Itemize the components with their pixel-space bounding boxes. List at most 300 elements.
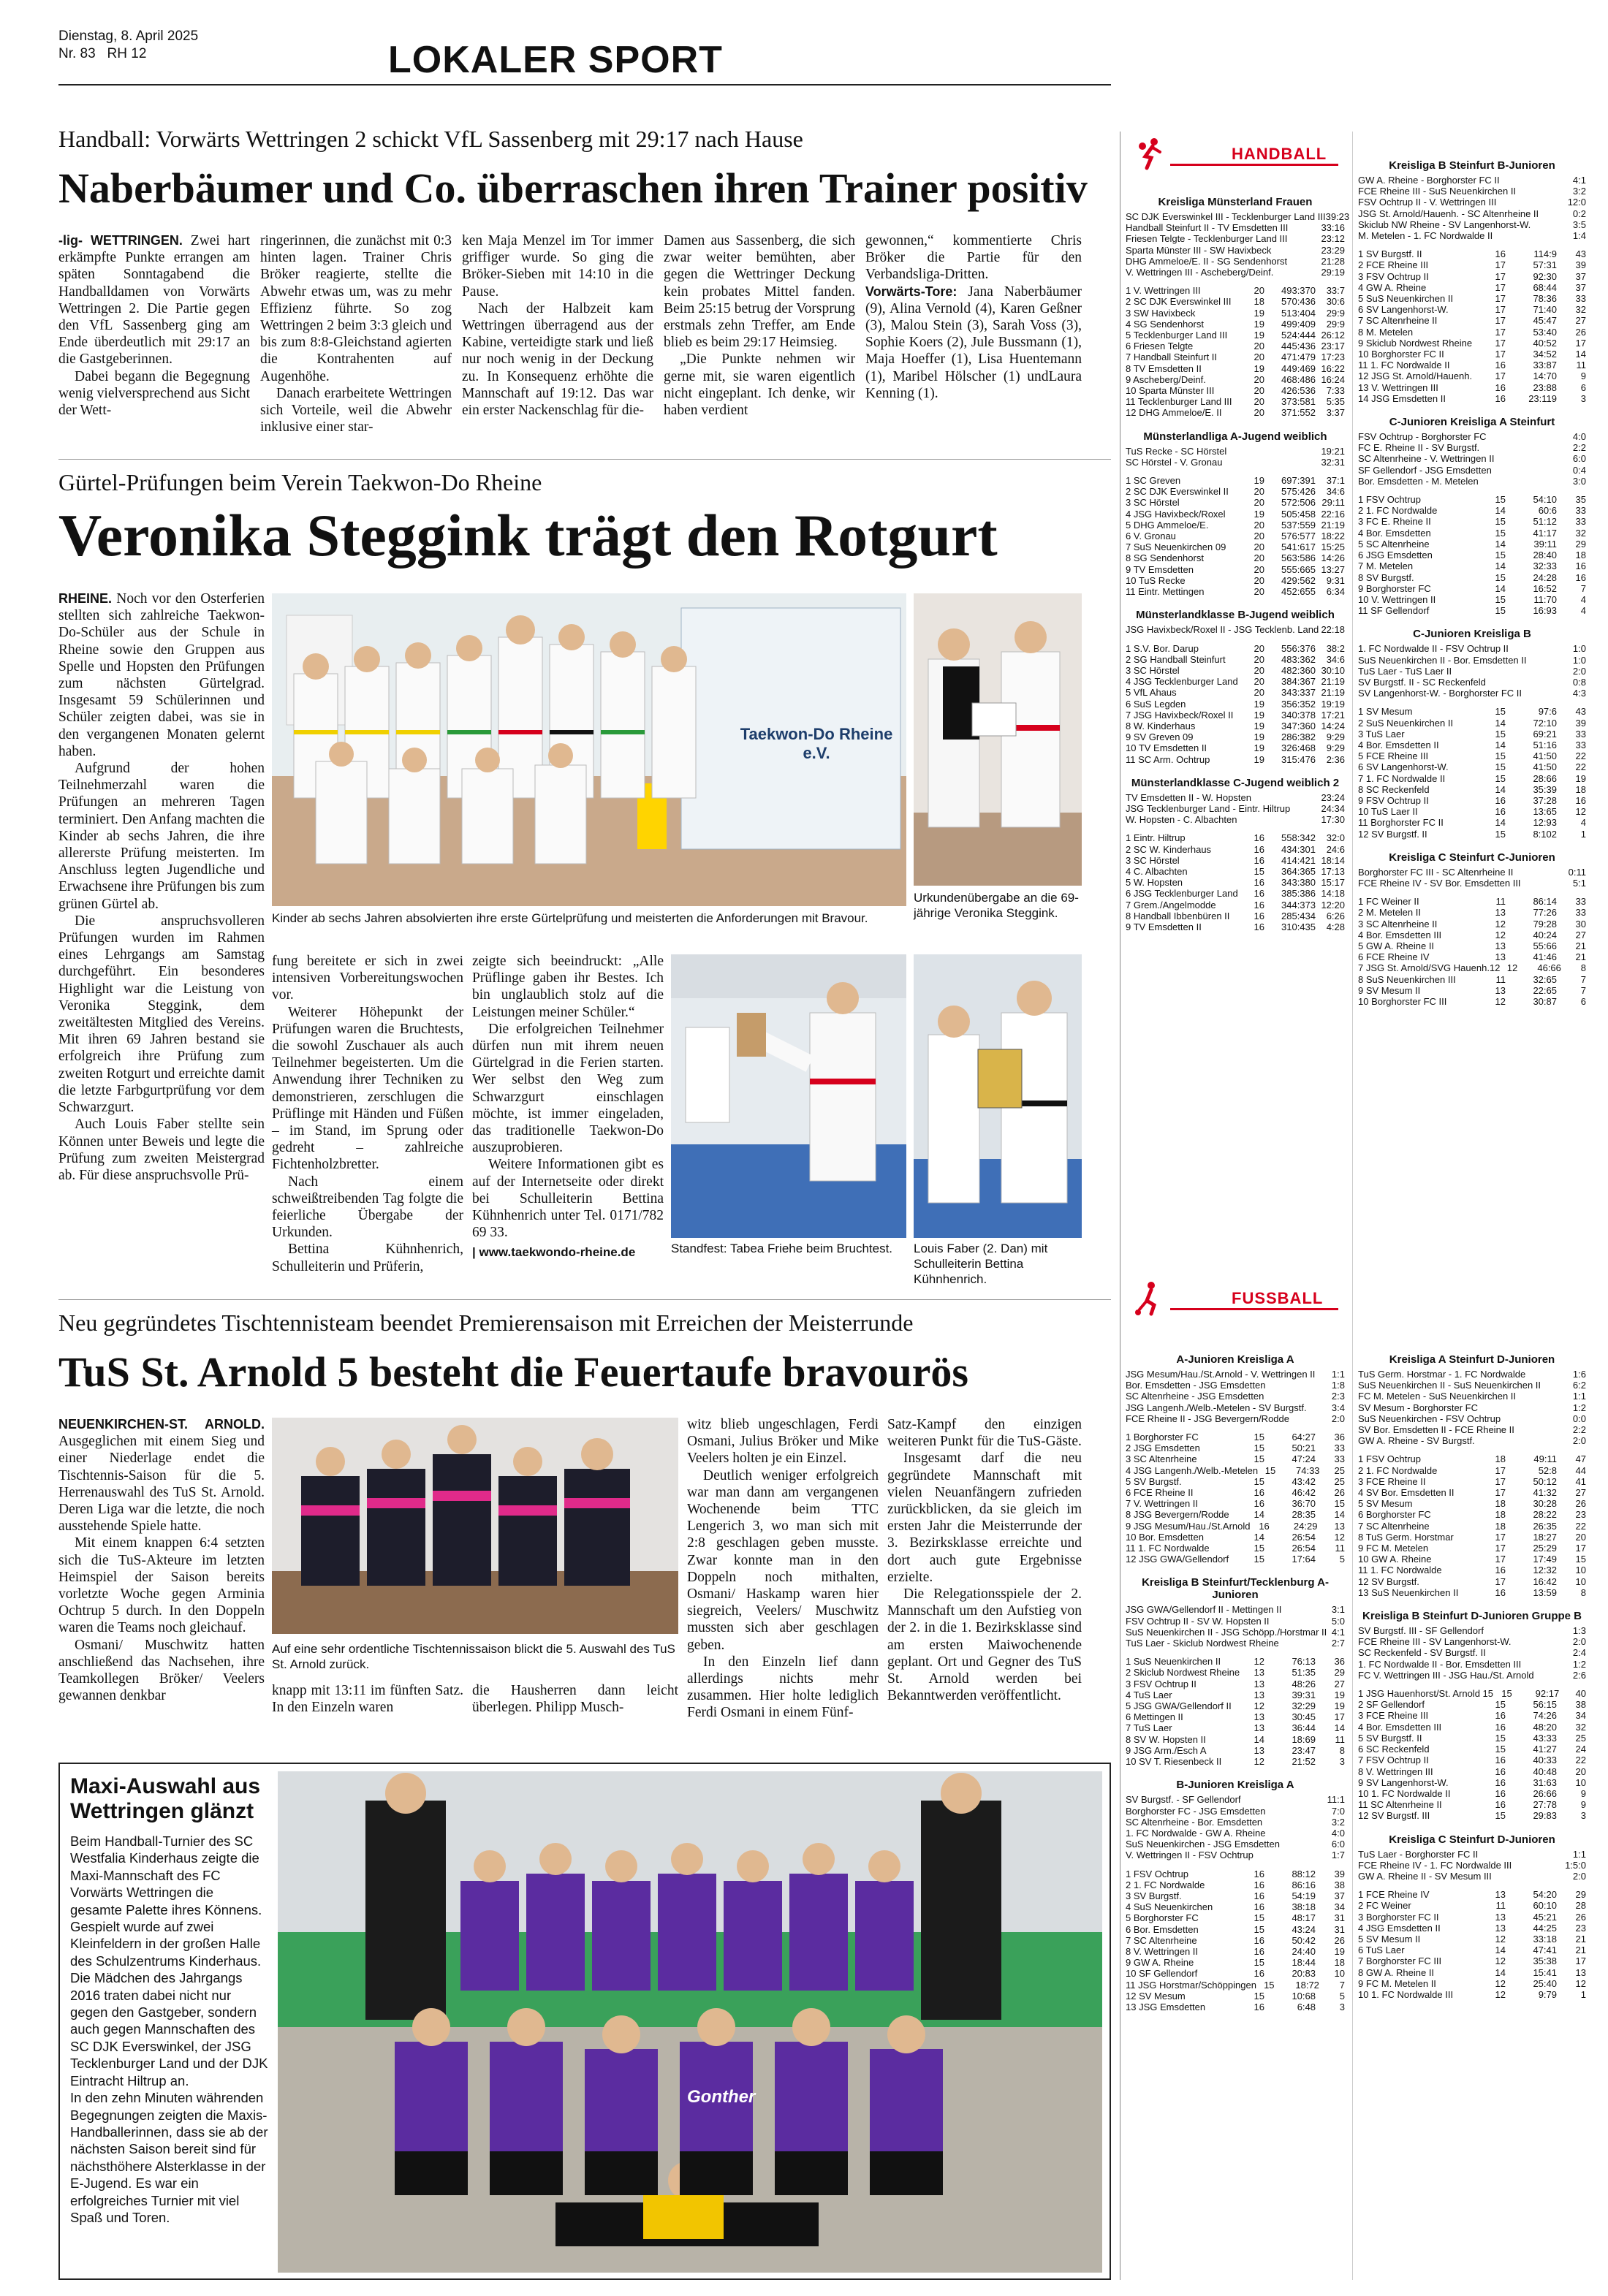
match-teams: SV Bor. Emsdetten II - FCE Rheine II xyxy=(1358,1424,1514,1436)
standings-value: 33 xyxy=(1575,516,1586,528)
handball-player-icon xyxy=(1132,136,1167,171)
standings-value: 41:32 xyxy=(1533,1487,1557,1499)
standings-value: 13 xyxy=(1254,1722,1264,1734)
standings-row xyxy=(1126,1554,1345,1565)
standings-value: 11:70 xyxy=(1533,593,1557,605)
standings-row xyxy=(1126,1745,1345,1756)
result-row xyxy=(1126,1806,1345,1817)
standings-value: 18:27 xyxy=(1533,1531,1557,1543)
standings-value: 22 xyxy=(1575,750,1586,762)
standings-value: 16 xyxy=(1495,1721,1506,1733)
team-name: 5 SV Mesum II xyxy=(1358,1933,1421,1945)
standings-value: 30:28 xyxy=(1533,1498,1557,1510)
standings-value: 524:444 xyxy=(1281,330,1316,341)
standings-value: 33 xyxy=(1575,896,1586,908)
standings-value: 14 xyxy=(1575,349,1586,360)
match-teams: SC Altenrheine - V. Wettringen II xyxy=(1358,453,1495,465)
standings-value: 513:404 xyxy=(1281,307,1316,319)
team-name: 3 SC Hörstel xyxy=(1126,664,1180,676)
standings-value: 6:34 xyxy=(1326,586,1345,598)
caption-louis-faber: Louis Faber (2. Dan) mit Schulleiterin Bettina Kühnhenrich. xyxy=(914,1242,1048,1286)
standings-value: 46:42 xyxy=(1292,1487,1316,1499)
standings-value: 20 xyxy=(1254,497,1264,509)
standings-row xyxy=(1358,516,1586,527)
spacer xyxy=(1358,889,1586,896)
team-name: 2 SC DJK Everswinkel III xyxy=(1126,296,1232,308)
standings-row xyxy=(1358,1587,1586,1598)
standings-value: 15 xyxy=(1495,571,1506,583)
match-score: 24:34 xyxy=(1321,802,1345,814)
match-teams: SF Gellendorf - JSG Emsdetten xyxy=(1358,464,1492,476)
spacer xyxy=(1126,1565,1345,1572)
team-name: 4 TuS Laer xyxy=(1126,1689,1172,1700)
standings-value: 15 xyxy=(1495,593,1506,605)
standings-row xyxy=(1358,806,1586,817)
standings-value: 92:30 xyxy=(1533,270,1557,282)
spacer xyxy=(1358,1681,1586,1688)
team-name: 12 SV Burgstf. xyxy=(1358,1575,1419,1587)
standings-value: 33 xyxy=(1575,293,1586,305)
standings-value: 373:581 xyxy=(1281,396,1316,408)
standings-row xyxy=(1358,338,1586,349)
spacer xyxy=(1358,2000,1586,2007)
standings-value: 39:31 xyxy=(1292,1689,1316,1700)
match-teams: GW A. Rheine II - SV Mesum III xyxy=(1358,1870,1492,1882)
standings-value: 17 xyxy=(1495,1464,1506,1476)
standings-value: 12 xyxy=(1254,1756,1264,1768)
standings-value: 310:435 xyxy=(1281,921,1316,932)
match-score: 3:1 xyxy=(1331,1604,1345,1616)
standings-value: 26:54 xyxy=(1292,1531,1316,1543)
standings-value: 555:665 xyxy=(1281,563,1316,575)
standings-value: 71:40 xyxy=(1533,304,1557,316)
team-name: 4 GW A. Rheine xyxy=(1358,281,1427,293)
standings-value: 15 xyxy=(1495,728,1506,740)
standings-row xyxy=(1358,919,1586,930)
standings-row xyxy=(1358,829,1586,840)
result-row xyxy=(1358,1871,1586,1882)
standings-value: 14 xyxy=(1254,1509,1264,1521)
standings-value: 16:93 xyxy=(1533,605,1557,617)
team-name: 4 SuS Neuenkirchen xyxy=(1126,1901,1213,1913)
match-teams: 1. FC Nordwalde - GW A. Rheine xyxy=(1126,1827,1266,1839)
standings-row xyxy=(1358,1543,1586,1554)
team-name: 1 SV Mesum xyxy=(1358,706,1413,718)
result-row xyxy=(1126,1638,1345,1649)
standings-value: 45:47 xyxy=(1533,315,1557,327)
standings-value: 12 xyxy=(1495,996,1506,1007)
standings-value: 54:19 xyxy=(1292,1890,1316,1901)
standings-value: 86:16 xyxy=(1292,1879,1316,1890)
standings-value: 20 xyxy=(1254,574,1264,586)
standings-value: 24:40 xyxy=(1292,1945,1316,1957)
standings-value: 9 xyxy=(1580,1787,1586,1799)
standings-value: 48:26 xyxy=(1292,1678,1316,1689)
team-name: 2 JSG Emsdetten xyxy=(1126,1442,1200,1454)
league-title: C-Junioren Kreisliga B xyxy=(1413,628,1531,641)
team-name: 1 SV Burgstf. II xyxy=(1358,248,1422,260)
standings-row xyxy=(1358,1476,1586,1487)
standings-value: 39:11 xyxy=(1533,538,1557,550)
standings-row xyxy=(1358,528,1586,539)
match-score: 1:6 xyxy=(1572,1369,1586,1380)
match-score: 1:1 xyxy=(1572,1848,1586,1860)
result-row xyxy=(1126,233,1345,244)
team-name: 3 FCE Rheine II xyxy=(1358,1475,1426,1487)
standings-value: 19:19 xyxy=(1321,698,1345,710)
standings-value: 17 xyxy=(1495,293,1506,305)
team-name: 13 SuS Neuenkirchen II xyxy=(1358,1586,1459,1598)
spacer xyxy=(1126,468,1345,475)
match-score: 6:2 xyxy=(1572,1380,1586,1391)
match-teams: SuS Neuenkirchen II - SuS Neuenkirchen II xyxy=(1358,1380,1541,1391)
standings-row xyxy=(1358,784,1586,795)
standings-value: 15 xyxy=(1495,1810,1506,1822)
match-teams: W. Hopsten - C. Albachten xyxy=(1126,814,1237,826)
standings-value: 23:47 xyxy=(1292,1744,1316,1756)
standings-row xyxy=(1126,1679,1345,1689)
match-score: 3:0 xyxy=(1572,475,1586,487)
standings-row xyxy=(1358,1699,1586,1710)
standings-value: 6 xyxy=(1580,381,1586,393)
league-title: Kreisliga C Steinfurt C-Junioren xyxy=(1389,851,1555,864)
standings-value: 315:476 xyxy=(1281,753,1316,765)
standings-value: 15 xyxy=(1254,1453,1264,1465)
standings-row xyxy=(1358,349,1586,360)
team-name: 12 JSG GWA/Gellendorf xyxy=(1126,1554,1229,1565)
standings-value: 20 xyxy=(1254,642,1264,654)
league-title: Münsterlandklasse C-Jugend weiblich 2 xyxy=(1131,776,1340,789)
standings-row xyxy=(1126,1991,1345,2002)
match-teams: JSG GWA/Gellendorf II - Mettingen II xyxy=(1126,1604,1282,1616)
standings-value: 697:391 xyxy=(1281,475,1316,487)
taekwondo-website-link[interactable]: | www.taekwondo-rheine.de xyxy=(472,1245,636,1260)
team-name: 6 Borghorster FC xyxy=(1358,1509,1431,1521)
standings-value: 38:2 xyxy=(1326,642,1345,654)
standings-value: 28 xyxy=(1575,1900,1586,1912)
article3-col2: knapp mit 13:11 im fünften Satz. In den Einzeln waren xyxy=(272,1683,463,1716)
issue-number: Nr. 83 RH 12 xyxy=(58,46,147,61)
match-teams: TuS Laer - TuS Laer II xyxy=(1358,665,1452,677)
standings-value: 51:12 xyxy=(1533,516,1557,528)
standings-value: 575:426 xyxy=(1281,486,1316,498)
standings-value: 434:301 xyxy=(1281,843,1316,855)
standings-value: 16 xyxy=(1495,1586,1506,1598)
standings-row xyxy=(1126,497,1345,508)
standings-value: 22:16 xyxy=(1321,508,1345,520)
standings-value: 20 xyxy=(1254,653,1264,665)
standings-value: 15 xyxy=(1495,772,1506,784)
standings-value: 16 xyxy=(1254,910,1264,921)
standings-row xyxy=(1358,572,1586,583)
team-name: 9 TV Emsdetten xyxy=(1126,563,1194,575)
standings-value: 16 xyxy=(1254,1498,1264,1510)
standings-value: 15:41 xyxy=(1533,1966,1557,1978)
team-name: 10 GW A. Rheine xyxy=(1358,1554,1432,1565)
standings-row xyxy=(1358,282,1586,293)
standings-value: 37:28 xyxy=(1533,794,1557,806)
louis-faber-photo xyxy=(914,954,1082,1238)
team-name: 3 SC Hörstel xyxy=(1126,854,1180,866)
standings-row xyxy=(1126,586,1345,597)
match-score: 4:1 xyxy=(1572,175,1586,186)
standings-value: 15:17 xyxy=(1321,877,1345,889)
standings-value: 452:655 xyxy=(1281,586,1316,598)
standings-row xyxy=(1126,351,1345,362)
standings-value: 13 xyxy=(1495,984,1506,996)
standings-row xyxy=(1126,319,1345,330)
standings-value: 15 xyxy=(1254,1432,1264,1443)
team-name: 2 FCE Rheine III xyxy=(1358,259,1429,271)
standings-row xyxy=(1358,304,1586,315)
article3-col4: witz blieb ungeschlagen, Ferdi Osmani, Julius Bröker und Mike Veelers holten je ein Einzel. Deutlich weniger erfolgreich war man dann am vergangenen Wochenende beim TTC Lengerich 3, wo man sich mit 2:8 geschlagen geben musste. Zwar konnte man in den Doppeln noch mithalten, Osmani/ Haskamp waren hier siegreich, Veelers/ Muschwitz mussten sich aber geschlagen geben. In den Einzeln lief dann allerdings nichts mehr zusammen. Hier holte lediglich Ferdi Osmani in einem Fünf- xyxy=(687,1417,879,1721)
standings-row xyxy=(1126,407,1345,418)
standings-value: 69:21 xyxy=(1533,728,1557,740)
match-score: 11:1 xyxy=(1327,1794,1345,1806)
standings-row xyxy=(1126,1700,1345,1711)
handball-tables-right xyxy=(1358,155,1586,1014)
team-name: 4 SG Sendenhorst xyxy=(1126,318,1204,330)
standings-row xyxy=(1358,1722,1586,1733)
standings-value: 15 xyxy=(1495,1699,1506,1711)
match-teams: M. Metelen - 1. FC Nordwalde II xyxy=(1358,230,1493,242)
team-name: 8 Handball Ibbenbüren II xyxy=(1126,910,1230,921)
standings-row xyxy=(1126,1901,1345,1912)
standings-value: 39 xyxy=(1575,259,1586,271)
standings-value: 8:102 xyxy=(1533,828,1557,840)
standings-value: 20 xyxy=(1254,552,1264,564)
result-row xyxy=(1358,431,1586,442)
standings-value: 16 xyxy=(1254,1945,1264,1957)
standings-value: 16 xyxy=(1495,392,1506,404)
standings-value: 21 xyxy=(1575,951,1586,963)
standings-value: 371:552 xyxy=(1281,407,1316,419)
standings-value: 41:46 xyxy=(1533,951,1557,963)
match-score: 29:19 xyxy=(1321,267,1345,278)
standings-value: 51:35 xyxy=(1292,1667,1316,1679)
standings-value: 50:21 xyxy=(1292,1442,1316,1454)
result-row xyxy=(1358,1659,1586,1670)
standings-row xyxy=(1358,327,1586,338)
standings-value: 15 xyxy=(1575,1554,1586,1565)
standings-row xyxy=(1358,1945,1586,1955)
article4-text: Beim Handball-Turnier des SC Westfalia Kinderhaus zeigte die Maxi-Mannschaft des FC Vorwärts Wettringen die gesamte Palette ihres Könnens. Gespielt wurde auf zwei Kleinfeldern in der großen Halle des Schulzentrums Kinderhaus. Die Mädchen des Jahrgangs 2016 traten dabei nicht nur gegen den Gastgeber, sondern auch gegen Mannschaften des SC DJK Everswinkel, der JSG Tecklenburger Land und der DJK Eintracht Hiltrup an. In den zehn Minuten währenden Begegnungen zeigten die Maxis-Handballerinnen, dass sie ab der nächsten Saison bereit sind für nächsthöhere Alsterklasse in der E-Jugend. Es war ein erfolgreiches Turnier mit viel Spaß und Toren. xyxy=(70,1833,268,2225)
standings-value: 5:35 xyxy=(1326,396,1345,408)
standings-value: 4 xyxy=(1580,605,1586,617)
standings-row xyxy=(1126,1980,1345,1991)
standings-row xyxy=(1126,654,1345,665)
standings-value: 15 xyxy=(1264,1464,1276,1476)
standings-value: 36 xyxy=(1334,1432,1345,1443)
match-score: 2:2 xyxy=(1572,1424,1586,1436)
standings-value: 32:33 xyxy=(1533,560,1557,572)
team-name: 8 JSG Bevergern/Rodde xyxy=(1126,1509,1229,1521)
standings-row xyxy=(1358,1565,1586,1575)
standings-row xyxy=(1126,866,1345,877)
standings-value: 34:6 xyxy=(1326,486,1345,498)
standings-value: 14:70 xyxy=(1533,370,1557,382)
standings-row xyxy=(1126,1465,1345,1476)
result-row xyxy=(1126,256,1345,267)
team-name: 5 SV Burgstf. II xyxy=(1358,1732,1422,1744)
standings-value: 15 xyxy=(1254,1554,1264,1565)
team-name: 3 SC Altenrheine II xyxy=(1358,918,1438,930)
match-score: 39:23 xyxy=(1325,211,1350,222)
standings-row xyxy=(1358,974,1586,985)
result-row xyxy=(1358,175,1586,186)
team-name: 6 V. Gronau xyxy=(1126,531,1176,542)
match-score: 5:1 xyxy=(1572,877,1586,889)
standings-value: 576:577 xyxy=(1281,531,1316,542)
spacer xyxy=(1126,419,1345,426)
article1-col5: gewonnen,“ kommentierte Chris Bröker die Partie für den Verbandsliga-Dritten. Vorwärts-Tore: Jana Naberbäumer (9), Alina Vernold (4), Karen Geßner (3), Malou Stein (3), Sarah Voss (3), Sophie Koers (2), Jule Bussmann (1), Maja Hoeffer (1), Lisa Huentemann (1), Maribel Hölscher (1) undLaura Kenning (1). xyxy=(865,233,1082,401)
result-row xyxy=(1126,457,1345,468)
spacer xyxy=(1358,1822,1586,1829)
result-row xyxy=(1126,1616,1345,1627)
standings-row xyxy=(1126,1656,1345,1667)
standings-value: 33:87 xyxy=(1533,360,1557,371)
standings-value: 3 xyxy=(1580,392,1586,404)
standings-row xyxy=(1126,921,1345,932)
match-teams: SuS Neuenkirchen - FSV Ochtrup xyxy=(1358,1413,1501,1424)
match-score: 0:8 xyxy=(1572,676,1586,688)
standings-value: 20 xyxy=(1575,1765,1586,1777)
standings-row xyxy=(1358,560,1586,571)
team-name: 1 FSV Ochtrup xyxy=(1358,1453,1421,1465)
match-teams: JSG Mesum/Hau./St.Arnold - V. Wettringen II xyxy=(1126,1369,1316,1380)
standings-value: 35:38 xyxy=(1533,1955,1557,1967)
spacer xyxy=(1126,1424,1345,1432)
standings-value: 29:9 xyxy=(1326,307,1345,319)
standings-value: 77:26 xyxy=(1533,907,1557,919)
team-name: 7 FSV Ochtrup II xyxy=(1358,1755,1429,1766)
standings-value: 19 xyxy=(1254,742,1264,754)
standings-value: 15 xyxy=(1501,1688,1512,1700)
team-name: 1 FSV Ochtrup xyxy=(1126,1868,1188,1879)
standings-row xyxy=(1126,888,1345,899)
standings-row xyxy=(1126,1711,1345,1722)
standings-value: 17 xyxy=(1495,349,1506,360)
standings-value: 343:337 xyxy=(1281,687,1316,699)
standings-value: 29 xyxy=(1575,1889,1586,1901)
standings-value: 26 xyxy=(1334,1934,1345,1946)
standings-value: 33 xyxy=(1334,1442,1345,1454)
standings-row xyxy=(1358,1900,1586,1911)
team-name: 6 Mettingen II xyxy=(1126,1711,1183,1723)
match-teams: Bor. Emsdetten - M. Metelen xyxy=(1358,475,1479,487)
standings-value: 18:69 xyxy=(1292,1733,1316,1745)
standings-value: 9:29 xyxy=(1326,731,1345,743)
standings-value: 12:93 xyxy=(1533,817,1557,829)
standings-value: 556:376 xyxy=(1281,642,1316,654)
match-score: 19:21 xyxy=(1321,445,1345,457)
team-name: 6 SuS Legden xyxy=(1126,698,1186,710)
standings-value: 14 xyxy=(1495,1966,1506,1978)
standings-value: 27 xyxy=(1575,315,1586,327)
team-name: 4 JSG Langenh./Welb.-Metelen xyxy=(1126,1464,1259,1476)
standings-value: 44:25 xyxy=(1533,1922,1557,1934)
standings-value: 20 xyxy=(1254,519,1264,531)
standings-value: 24:28 xyxy=(1533,571,1557,583)
team-name: 9 FSV Ochtrup II xyxy=(1358,794,1429,806)
standings-value: 44 xyxy=(1575,1464,1586,1476)
article1-kicker: Handball: Vorwärts Wettringen 2 schickt VfL Sassenberg mit 29:17 nach Hause xyxy=(58,126,803,152)
standings-value: 50:12 xyxy=(1533,1475,1557,1487)
match-teams: TuS Laer - Borghorster FC II xyxy=(1358,1848,1479,1860)
standings-value: 13 xyxy=(1254,1678,1264,1689)
standings-value: 32:0 xyxy=(1326,832,1345,844)
team-name: 8 SuS Neuenkirchen III xyxy=(1358,973,1456,985)
standings-value: 20 xyxy=(1254,351,1264,363)
team-name: 5 GW A. Rheine II xyxy=(1358,940,1435,951)
result-row xyxy=(1358,1625,1586,1636)
team-name: 11 SF Gellendorf xyxy=(1358,605,1430,617)
handball-label-text: HANDBALL xyxy=(1232,145,1327,163)
team-name: 8 SC Reckenfeld xyxy=(1358,783,1430,795)
team-name: 9 SV Mesum II xyxy=(1358,984,1421,996)
standings-value: 468:486 xyxy=(1281,373,1316,385)
standings-value: 78:36 xyxy=(1533,293,1557,305)
team-name: 7 M. Metelen xyxy=(1358,560,1414,572)
standings-value: 15 xyxy=(1495,1744,1506,1755)
standings-row xyxy=(1126,731,1345,742)
standings-row xyxy=(1126,1946,1345,1957)
team-name: 1 S.V. Bor. Darup xyxy=(1126,642,1199,654)
standings-value: 41 xyxy=(1575,1475,1586,1487)
standings-value: 15 xyxy=(1495,494,1506,506)
standings-value: 16 xyxy=(1254,1868,1264,1879)
team-name: 7 SuS Neuenkirchen 09 xyxy=(1126,541,1226,553)
standings-value: 15 xyxy=(1254,1475,1264,1487)
standings-row xyxy=(1126,541,1345,552)
standings-value: 12 xyxy=(1495,1933,1506,1945)
standings-value: 16 xyxy=(1495,806,1506,818)
standings-value: 20:83 xyxy=(1292,1968,1316,1980)
team-name: 2 SuS Neuenkirchen II xyxy=(1358,717,1454,729)
article3-headline: TuS St. Arnold 5 besteht die Feuertaufe bravourös xyxy=(58,1348,968,1396)
standings-value: 22:65 xyxy=(1533,984,1557,996)
standings-row xyxy=(1358,1799,1586,1810)
standings-value: 16 xyxy=(1254,1968,1264,1980)
standings-value: 13 xyxy=(1334,1520,1345,1532)
standings-value: 11 xyxy=(1495,973,1506,985)
standings-value: 37:1 xyxy=(1326,475,1345,487)
standings-row xyxy=(1126,1509,1345,1520)
standings-value: 38 xyxy=(1334,1879,1345,1890)
team-name: 4 C. Albachten xyxy=(1126,865,1188,877)
standings-value: 16 xyxy=(1575,560,1586,572)
standings-value: 34 xyxy=(1334,1901,1345,1913)
standings-row xyxy=(1126,1453,1345,1464)
standings-row xyxy=(1358,1766,1586,1777)
standings-value: 22 xyxy=(1575,1755,1586,1766)
standings-row xyxy=(1358,706,1586,717)
standings-value: 25 xyxy=(1334,1464,1345,1476)
standings-value: 76:13 xyxy=(1292,1656,1316,1668)
team-name: 3 SW Havixbeck xyxy=(1126,307,1196,319)
league-table xyxy=(1126,609,1345,772)
team-name: 2 FC Weiner xyxy=(1358,1900,1411,1912)
standings-row xyxy=(1126,1912,1345,1923)
standings-value: 16 xyxy=(1254,899,1264,911)
standings-value: 326:468 xyxy=(1281,742,1316,754)
standings-value: 14 xyxy=(1495,1945,1506,1956)
standings-value: 40:33 xyxy=(1533,1755,1557,1766)
team-name: 6 Bor. Emsdetten xyxy=(1126,1923,1199,1935)
standings-value: 43:33 xyxy=(1533,1732,1557,1744)
standings-value: 13:59 xyxy=(1533,1586,1557,1598)
result-row xyxy=(1358,1435,1586,1446)
